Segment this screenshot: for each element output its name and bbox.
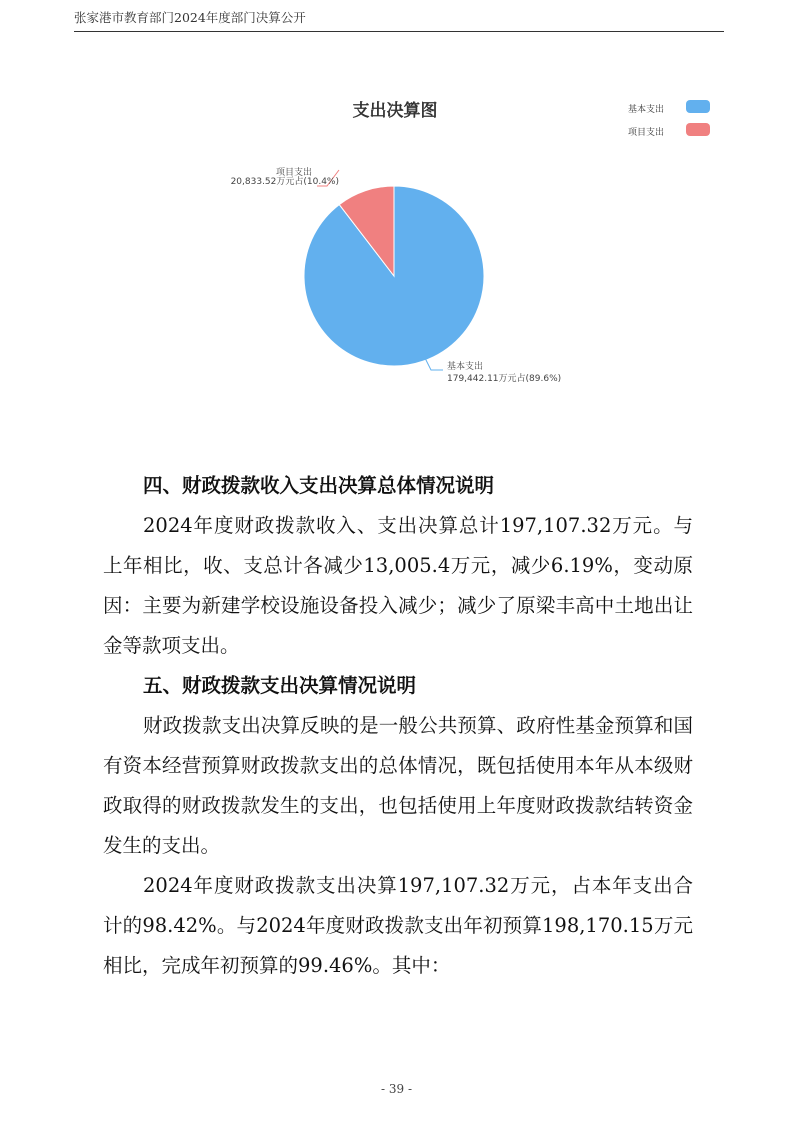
legend-label-project: 项目支出 bbox=[628, 128, 665, 138]
page-number: - 39 - bbox=[380, 1082, 412, 1096]
basic-label-value: 179,442.11万元占(89.6%) bbox=[447, 374, 562, 384]
section-heading-5: 五、财政拨款支出决算情况说明 bbox=[143, 674, 417, 697]
section-4-paragraph-1: 2024年度财政拨款收入、支出决算总计197,107.32万元。与上年相比，收、支总计各减少13,005.4万元，减少6.19%，变动原因：主要为新建学校设施设备投入减少；减少了原梁丰高中土地出让金等款项支出。 bbox=[103, 514, 693, 657]
basic-label-name: 基本支出 bbox=[447, 362, 484, 372]
legend-label-basic: 基本支出 bbox=[628, 105, 665, 115]
project-label-name: 项目支出 bbox=[275, 168, 312, 178]
section-heading-4: 四、财政拨款收入支出决算总体情况说明 bbox=[143, 474, 495, 497]
section-5-paragraph-2: 2024年度财政拨款支出决算197,107.32万元，占本年支出合计的98.42%。与2024年度财政拨款支出年初预算198,170.15万元相比，完成年初预算的99.46%。其中： bbox=[103, 874, 693, 977]
project-label-value: 20,833.52万元占(10.4%) bbox=[230, 177, 339, 187]
pie-svg bbox=[0, 90, 793, 410]
body-content bbox=[103, 466, 693, 986]
page-header: 张家港市教育部门2024年度部门决算公开 bbox=[74, 8, 724, 32]
chart-title: 支出决算图 bbox=[352, 101, 438, 121]
expenditure-pie-chart bbox=[0, 90, 793, 410]
section-5-paragraph-1: 财政拨款支出决算反映的是一般公共预算、政府性基金预算和国有资本经营预算财政拨款支出的总体情况，既包括使用本年从本级财政取得的财政拨款发生的支出，也包括使用上年度财政拨款结转资金发生的支出。 bbox=[103, 714, 693, 857]
